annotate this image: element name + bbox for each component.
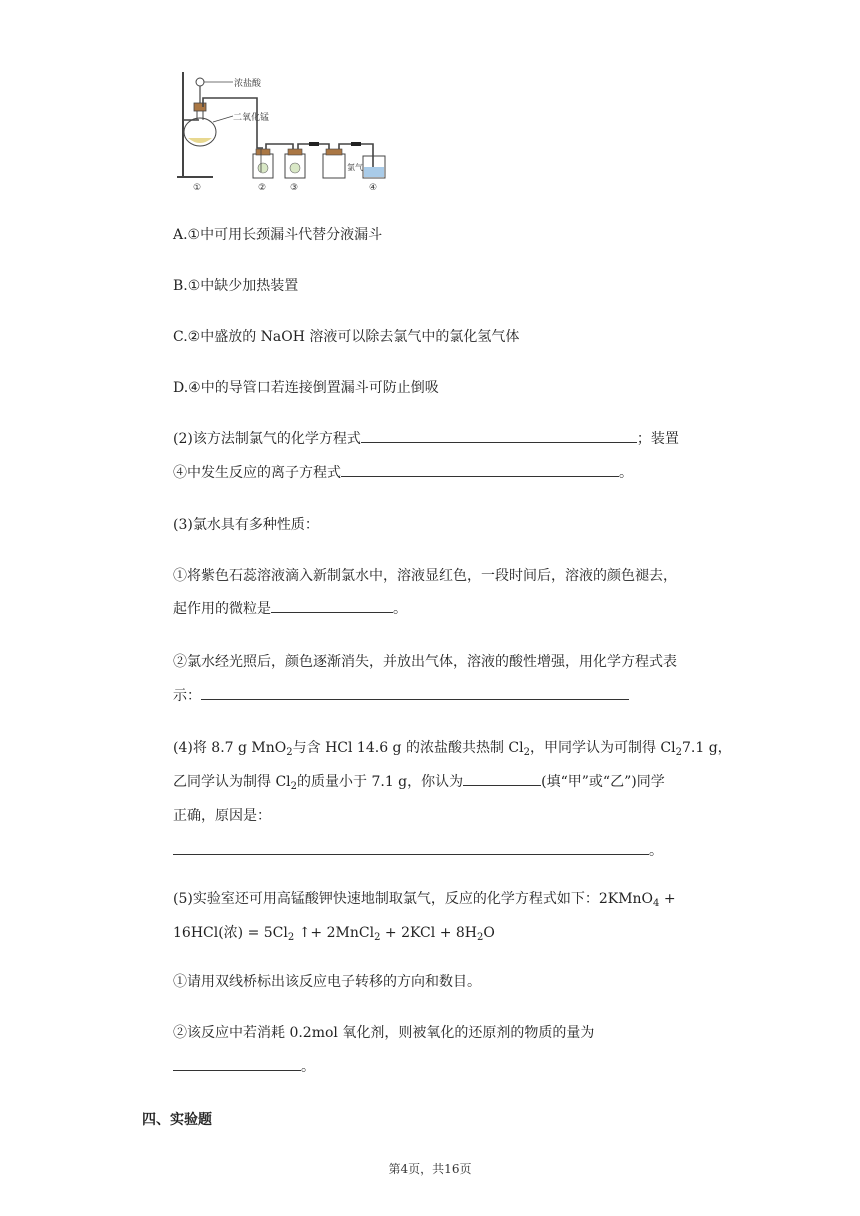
q2-text1-end: ；装置 [636, 431, 679, 447]
q5-p2-end: 。 [301, 1059, 315, 1075]
apparatus-figure [173, 70, 393, 194]
q3-p2-line2 [173, 685, 629, 707]
q4-l2-a: 乙同学认为制得 Cl [173, 774, 291, 790]
q5-p2: ②该反应中若消耗 0.2mol 氧化剂，则被氧化的还原剂的物质的量为 [173, 1025, 595, 1041]
q5-sub: 2 [287, 932, 295, 943]
q5-line2 [173, 922, 495, 944]
q4-sub: 2 [290, 781, 298, 792]
q4-sub: 2 [675, 747, 682, 758]
option-a: A.①中可用长颈漏斗代替分液漏斗 [173, 227, 383, 243]
q3-intro: (3)氯水具有多种性质： [173, 517, 319, 533]
q2-blank2[interactable] [341, 462, 619, 477]
label-mno2: 二氧化锰 [233, 113, 270, 123]
q4-l1-d: 7.1 g， [682, 740, 732, 756]
q3-blank2[interactable] [201, 685, 629, 700]
q4-blank2[interactable] [173, 840, 649, 855]
q4-line2 [173, 771, 665, 793]
q4-line4 [173, 840, 663, 862]
q3-p1-line2 [173, 598, 407, 620]
q4-l4-end: 。 [649, 843, 663, 859]
q5-p1: ①请用双线桥标出该反应电子转移的方向和数目。 [173, 974, 481, 990]
q2-text1: (2)该方法制氯气的化学方程式 [173, 431, 361, 447]
label-n3: ③ [290, 183, 299, 193]
q4-sub: 2 [286, 747, 293, 758]
q3-p1-text: 起作用的微粒是 [173, 601, 271, 617]
q5-l2-d: O [483, 925, 495, 941]
q5-l1: (5)实验室还可用高锰酸钾快速地制取氯气，反应的化学方程式如下：2KMnO [173, 891, 654, 907]
q2-text2: ④中发生反应的离子方程式 [173, 465, 341, 481]
q5-sub: 2 [374, 932, 381, 943]
q3-p1-line1: ①将紫色石蕊溶液滴入新制氯水中，溶液显红色，一段时间后，溶液的颜色褪去， [173, 568, 677, 584]
q2-line2 [173, 462, 633, 484]
q4-line1 [173, 737, 732, 759]
q4-l1-c: ，甲同学认为可制得 Cl [529, 740, 676, 756]
option-c: C.②中盛放的 NaOH 溶液可以除去氯气中的氯化氢气体 [173, 329, 520, 345]
q5-l1-end: + [659, 891, 676, 907]
q2-text2-end: 。 [619, 465, 633, 481]
page-footer: 第4页，共16页 [388, 1162, 472, 1176]
q5-l2-a: 16HCl(浓) = 5Cl [173, 925, 288, 941]
q5-blank[interactable] [173, 1056, 301, 1071]
q3-p2-line1: ②氯水经光照后，颜色逐渐消失，并放出气体，溶液的酸性增强，用化学方程式表 [173, 654, 677, 670]
option-b: B.①中缺少加热装置 [173, 278, 299, 294]
q4-sub: 2 [523, 747, 530, 758]
label-n2: ② [258, 183, 267, 193]
q4-blank1[interactable] [463, 771, 541, 786]
q3-p1-end: 。 [393, 601, 407, 617]
q4-l2-b: 的质量小于 7.1 g，你认为 [297, 774, 464, 790]
q5-sub: 4 [653, 898, 660, 909]
q4-l1-a: (4)将 8.7 g MnO [173, 740, 287, 756]
section-heading: 四、实验题 [142, 1112, 212, 1128]
q4-line3: 正确，原因是： [173, 808, 271, 824]
label-acid: 浓盐酸 [234, 79, 262, 89]
q5-line1 [173, 888, 676, 910]
q4-l1-b: 与含 HCl 14.6 g 的浓盐酸共热制 Cl [292, 740, 524, 756]
q2-blank1[interactable] [361, 428, 637, 443]
q3-blank1[interactable] [271, 598, 393, 613]
label-n4: ④ [369, 183, 378, 193]
q5-l2-b: ↑+ 2MnCl [294, 925, 375, 941]
q5-p2-line2 [173, 1056, 315, 1078]
label-gas: 氯气 [347, 163, 363, 172]
q5-sub: 2 [477, 932, 484, 943]
option-d: D.④中的导管口若连接倒置漏斗可防止倒吸 [173, 380, 439, 396]
q2-line1 [173, 428, 679, 450]
q3-p2-text: 示： [173, 688, 201, 704]
q4-l2-c: (填“甲”或“乙”)同学 [541, 774, 665, 790]
q5-l2-c: + 2KCl + 8H [380, 925, 477, 941]
label-n1: ① [193, 183, 202, 193]
